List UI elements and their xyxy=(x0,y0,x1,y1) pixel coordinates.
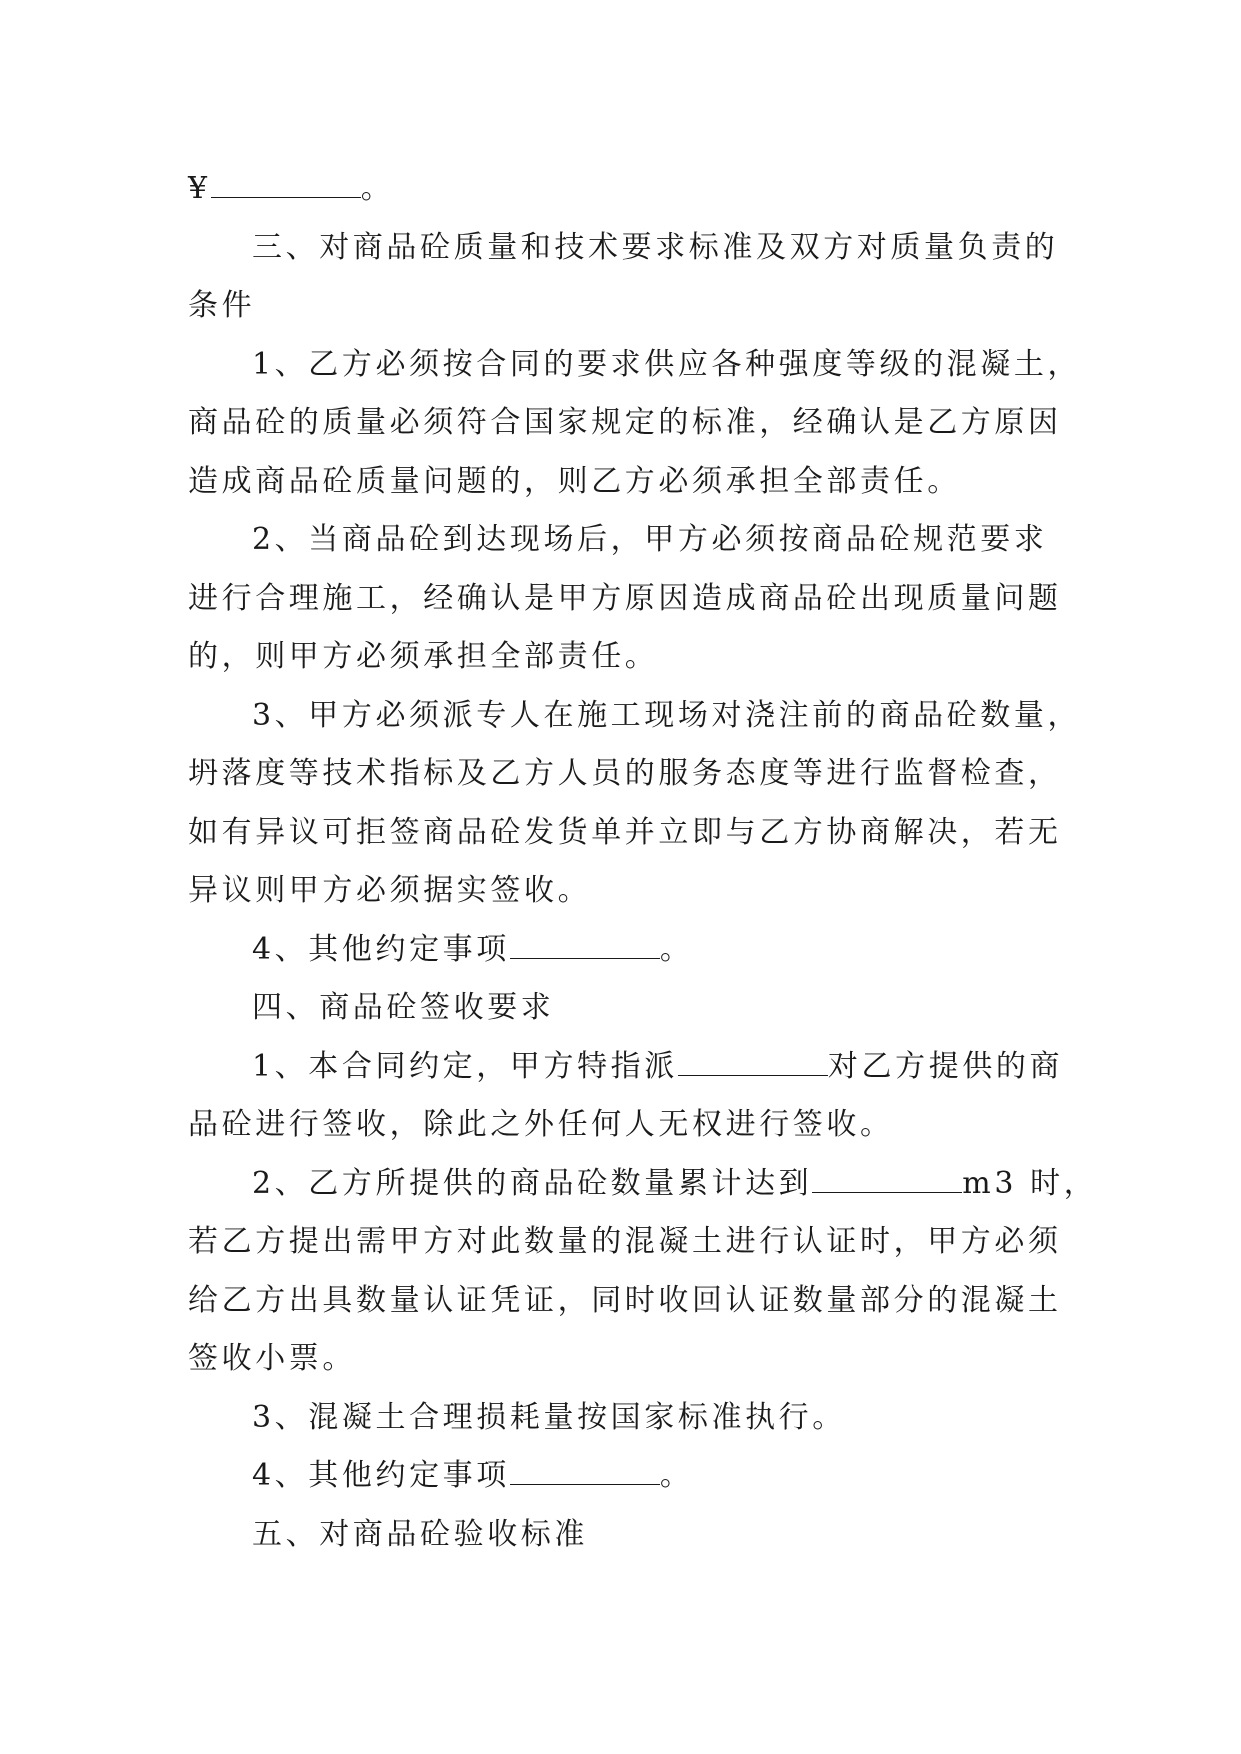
text-line xyxy=(188,745,1062,804)
text-segment: 若乙方提出需甲方对此数量的混凝土进行认证时，甲方必须 xyxy=(188,1224,1062,1259)
text-segment: ¥ xyxy=(188,171,211,206)
text-segment: 1、乙方必须按合同的要求供应各种强度等级的混凝土， xyxy=(252,346,1082,382)
text-segment: 进行合理施工，经确认是甲方原因造成商品砼出现质量问题 xyxy=(188,580,1062,616)
fill-in-blank xyxy=(812,1162,962,1193)
document-body xyxy=(188,160,1098,1564)
text-line xyxy=(188,219,1058,278)
text-line xyxy=(188,1389,1058,1448)
text-segment: 。 xyxy=(659,931,694,967)
text-line xyxy=(188,687,1082,746)
text-segment: 3、甲方必须派专人在施工现场对浇注前的商品砼数量， xyxy=(252,697,1082,733)
text-segment: 给乙方出具数量认证凭证，同时收回认证数量部分的混凝土 xyxy=(188,1282,1062,1318)
text-segment: 2、当商品砼到达现场后，甲方必须按商品砼规范要求 xyxy=(252,522,1048,557)
text-line xyxy=(188,628,1058,687)
text-line xyxy=(188,1155,1098,1214)
text-segment: 异议则甲方必须据实签收。 xyxy=(188,873,592,908)
text-segment: 坍落度等技术指标及乙方人员的服务态度等进行监督检查， xyxy=(188,756,1062,791)
text-segment: 1、本合同约定，甲方特指派 xyxy=(252,1048,678,1084)
text-line xyxy=(188,394,1062,453)
text-segment: 四、商品砼签收要求 xyxy=(252,990,555,1025)
text-segment: 。 xyxy=(360,171,395,206)
fill-in-blank xyxy=(211,167,361,198)
text-line xyxy=(188,979,1058,1038)
text-line xyxy=(188,511,1058,570)
text-segment: 4、其他约定事项 xyxy=(252,931,510,967)
fill-in-blank xyxy=(678,1045,828,1076)
text-segment: 签收小票。 xyxy=(188,1341,356,1376)
text-segment: 条件 xyxy=(188,288,256,323)
fill-in-blank xyxy=(510,928,660,959)
text-line xyxy=(188,804,1062,863)
text-segment: 对乙方提供的商 xyxy=(827,1048,1064,1084)
text-line xyxy=(188,921,1058,980)
text-line xyxy=(188,453,1058,512)
text-segment: 三、对商品砼质量和技术要求标准及双方对质量负责的 xyxy=(252,229,1059,265)
text-segment: 五、对商品砼验收标准 xyxy=(252,1516,588,1552)
text-line xyxy=(188,1038,1064,1097)
text-line xyxy=(188,1272,1062,1331)
text-line xyxy=(188,1213,1062,1272)
text-line xyxy=(188,862,1058,921)
text-segment: 如有异议可拒签商品砼发货单并立即与乙方协商解决，若无 xyxy=(188,814,1062,850)
fill-in-blank xyxy=(510,1454,660,1485)
text-segment: m3 时， xyxy=(962,1165,1098,1201)
text-line xyxy=(188,1506,1058,1565)
text-line xyxy=(188,1330,1058,1389)
text-segment: 造成商品砼质量问题的，则乙方必须承担全部责任。 xyxy=(188,463,961,499)
text-segment: 品砼进行签收，除此之外任何人无权进行签收。 xyxy=(188,1107,894,1142)
text-segment: 的，则甲方必须承担全部责任。 xyxy=(188,639,659,674)
text-line xyxy=(188,160,1058,219)
text-segment: 。 xyxy=(659,1458,694,1493)
text-line xyxy=(188,336,1082,395)
text-segment: 3、混凝土合理损耗量按国家标准执行。 xyxy=(252,1399,846,1435)
text-segment: 商品砼的质量必须符合国家规定的标准，经确认是乙方原因 xyxy=(188,405,1062,440)
text-line xyxy=(188,570,1062,629)
text-line xyxy=(188,277,1058,336)
text-line xyxy=(188,1447,1058,1506)
text-segment: 2、乙方所提供的商品砼数量累计达到 xyxy=(252,1165,813,1201)
text-segment: 4、其他约定事项 xyxy=(252,1458,510,1493)
text-line xyxy=(188,1096,1058,1155)
